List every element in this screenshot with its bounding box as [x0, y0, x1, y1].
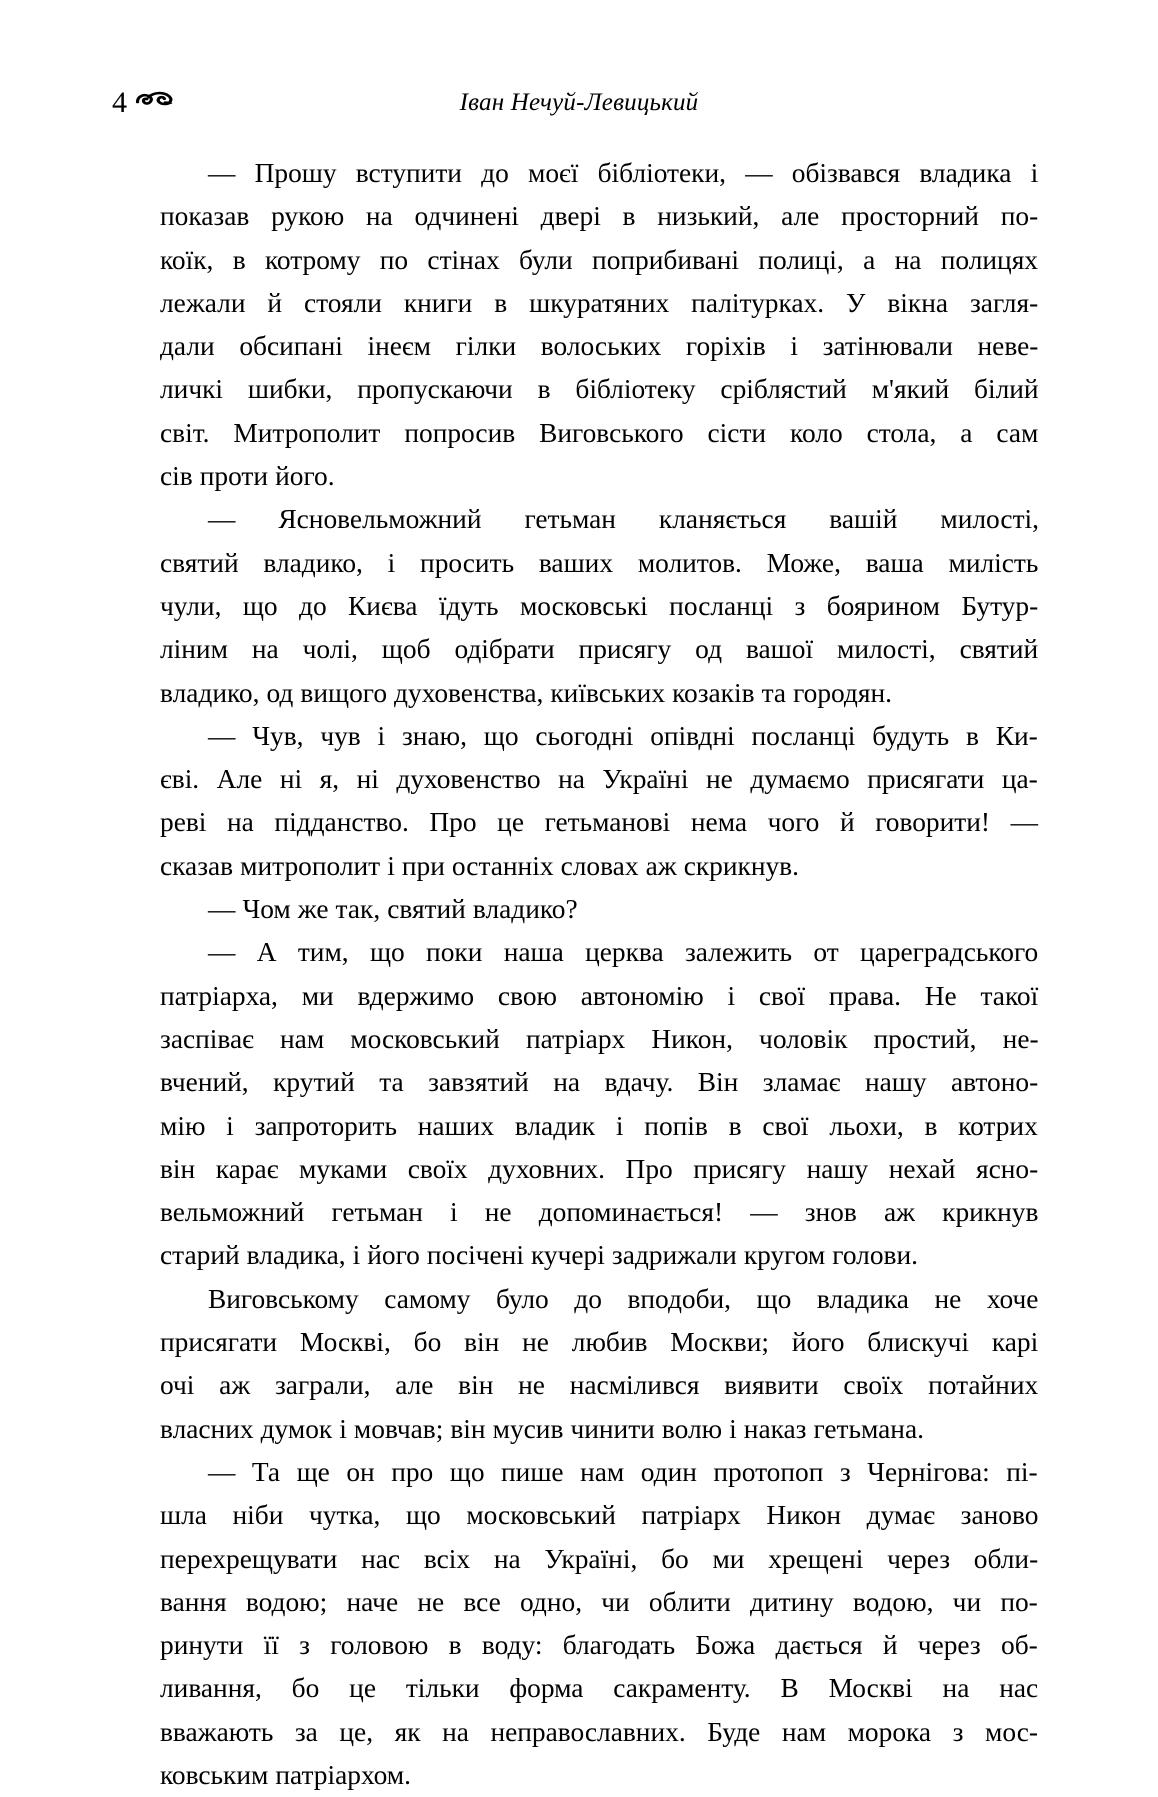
- paragraph-p3: [112, 715, 1040, 888]
- paragraph-p4: [112, 888, 1040, 931]
- running-head-author: Іван Нечуй-Левицький: [459, 89, 699, 116]
- text-line: заспіває нам московський патріарх Никон, чоловік простий, не-: [160, 1023, 1039, 1054]
- text-line: перехрещувати нас всіх на Україні, бо ми хрещені через обли-: [160, 1543, 1039, 1574]
- text-line: личкі шибки, пропускаючи в бібліотеку сріблястий м'який білий: [160, 374, 1039, 405]
- text-line: ковським патріархом.: [160, 1759, 411, 1790]
- paragraph-p6: [112, 1278, 1040, 1451]
- text-line: — Прошу вступити до моєї бібліотеки, — обізвався владика і: [208, 158, 1039, 188]
- text-line: — Чом же так, святий владико?: [208, 894, 578, 925]
- paragraph-p7: [112, 1451, 1040, 1797]
- text-line: власних думок і мовчав; він мусив чинити волю і наказ гетьмана.: [160, 1413, 924, 1444]
- text-line: — А тим, що поки наша церква залежить от цареградського: [208, 937, 1039, 968]
- text-line: вання водою; наче не все одно, чи облити дитину водою, чи по-: [160, 1586, 1038, 1617]
- text-line: — Ясновельможний гетьман кланяється вашій милості,: [208, 504, 1039, 535]
- paragraph-p2: [112, 498, 1040, 714]
- text-line: ринути її з головою в воду: благодать Божа дається й через об-: [160, 1630, 1038, 1661]
- text-line: — Та ще он про що пише нам один протопоп з Чернігова: пі-: [208, 1456, 1038, 1487]
- text-line: мію і запроторить наших владик і попів в свої льохи, в котрих: [160, 1110, 1038, 1141]
- text-line: владико, од вищого духовенства, київських козаків та городян.: [160, 677, 892, 708]
- text-line: присягати Москві, бо він не любив Москви; його блискучі карі: [160, 1327, 1039, 1358]
- text-line: сів проти його.: [160, 461, 335, 492]
- text-line: лежали й стояли книги в шкуратяних палітурках. У вікна загля-: [160, 287, 1039, 318]
- text-line: реві на підданство. Про це гетьманові нема чого й говорити! —: [160, 807, 1038, 838]
- body-text: [112, 152, 1040, 1797]
- text-line: сказав митрополит і при останніх словах аж скрикнув.: [160, 850, 799, 881]
- text-line: вчений, крутий та завзятий на вдачу. Він зламає нашу автоно-: [160, 1067, 1039, 1098]
- text-line: показав рукою на одчинені двері в низький, але просторний по-: [160, 201, 1039, 232]
- text-line: патріарха, ми вдержимо свою автономію і свої права. Не такої: [160, 980, 1039, 1011]
- text-line: він карає муками своїх духовних. Про присягу нашу нехай ясно-: [160, 1153, 1039, 1184]
- text-line: ливання, бо це тільки форма сакраменту. В Москві на нас: [160, 1673, 1039, 1704]
- page-number: 4: [112, 86, 128, 119]
- text-line: старий владика, і його посічені кучері задрижали кругом голови.: [160, 1240, 918, 1271]
- paragraph-p1: [112, 152, 1040, 498]
- paragraph-p5: [112, 931, 1040, 1277]
- text-line: коїк, в котрому по стінах були поприбивані полиці, а на полицях: [160, 244, 1038, 275]
- text-line: чули, що до Києва їдуть московські посланці з боярином Бутур-: [160, 590, 1039, 621]
- text-line: очі аж заграли, але він не насмілився виявити своїх потайних: [160, 1370, 1039, 1401]
- text-line: святий владико, і просить ваших молитов. Може, ваша милість: [160, 547, 1039, 578]
- text-line: вельможний гетьман і не допоминається! — знов аж крикнув: [160, 1197, 1039, 1228]
- text-line: Виговському самому було до вподоби, що владика не хоче: [208, 1283, 1039, 1314]
- text-line: єві. Але ні я, ні духовенство на Україні не думаємо присягати ца-: [160, 764, 1038, 795]
- text-line: шла ніби чутка, що московський патріарх Никон думає заново: [160, 1500, 1039, 1531]
- text-line: вважають за це, як на неправославних. Буде нам морока з мос-: [160, 1716, 1038, 1747]
- text-line: — Чув, чув і знаю, що сьогодні опівдні посланці будуть в Ки-: [208, 720, 1038, 751]
- running-head: [112, 88, 1046, 132]
- text-line: світ. Митрополит попросив Виговського сісти коло стола, а сам: [160, 417, 1039, 448]
- text-line: ліним на чолі, щоб одібрати присягу од вашої милості, святий: [160, 634, 1039, 665]
- text-line: дали обсипані інеєм гілки волоських горіхів і затінювали неве-: [160, 331, 1039, 362]
